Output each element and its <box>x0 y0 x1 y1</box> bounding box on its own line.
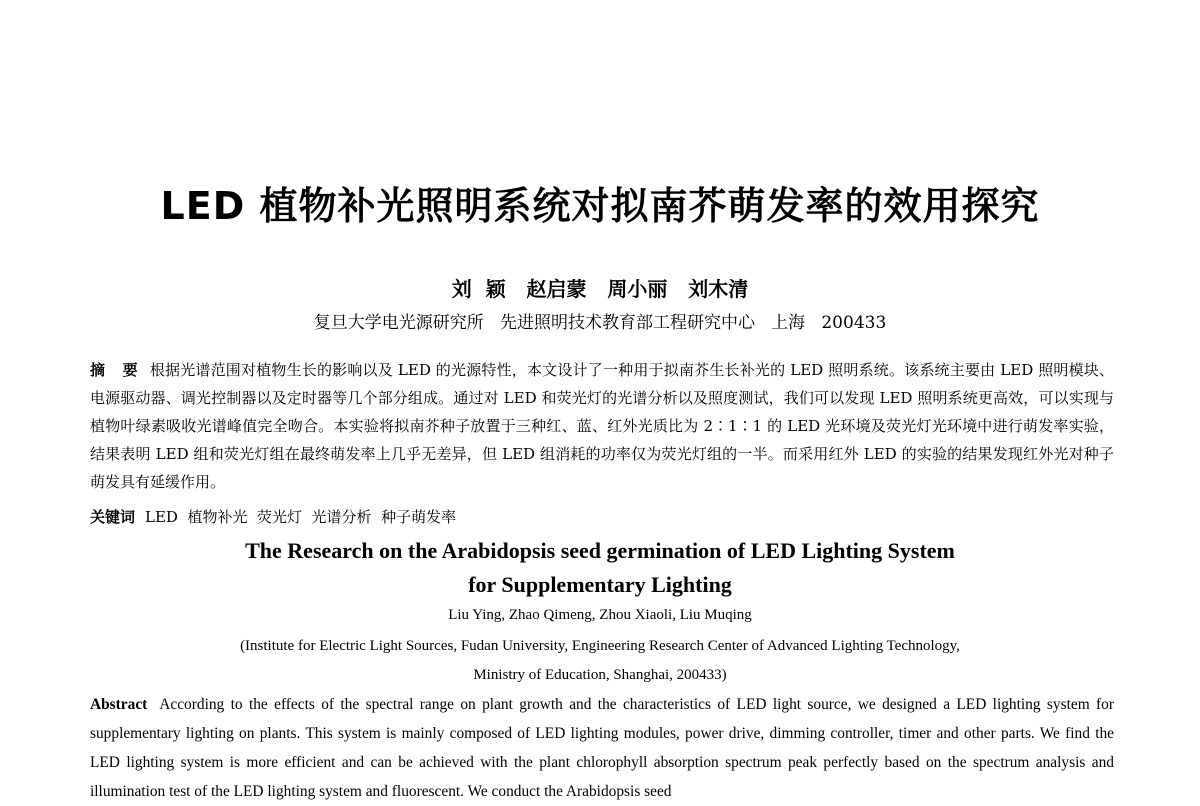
english-abstract <box>90 690 1114 806</box>
english-affiliation-line-2: Ministry of Education, Shanghai, 200433) <box>473 667 727 683</box>
english-abstract-label: Abstract <box>90 696 148 713</box>
chinese-keywords-label: 关键词 <box>90 508 136 526</box>
chinese-authors: 刘 颖 赵启蒙 周小丽 刘木清 <box>451 277 749 301</box>
english-abstract-text: According to the effects of the spectral range on plant growth and the characteristics of LED light source, we designed a LED lighting system for supplementary lighting on plants. This system is mainly composed of LED lighting modules, power drive, dimming controller, timer and other parts. We find the LED lighting system is more efficient and can be achieved with the plant chlorophyll absorption spectrum peak perfectly based on the spectrum analysis and illumination test of the LED lighting system and fluorescent. We conduct the Arabidopsis seed <box>90 696 1114 800</box>
english-title-line-2: for Supplementary Lighting <box>468 572 732 597</box>
chinese-affiliation: 复旦大学电光源研究所 先进照明技术教育部工程研究中心 上海 200433 <box>313 313 887 333</box>
chinese-keywords <box>90 503 1114 531</box>
chinese-keywords-text: LED 植物补光 荧光灯 光谱分析 种子萌发率 <box>145 508 457 526</box>
chinese-abstract-label: 摘 要 <box>90 361 144 379</box>
english-title-line-1: The Research on the Arabidopsis seed germination of LED Lighting System <box>245 538 955 563</box>
chinese-abstract-text: 根据光谱范围对植物生长的影响以及 LED 的光源特性，本文设计了一种用于拟南芥生长补光的 LED 照明系统。该系统主要由 LED 照明模块、电源驱动器、调光控制器以及定时器等几个部分组成。通过对 LED 和荧光灯的光谱分析以及照度测试，我们可以发现 LED 照明系统更高效，可以实现与植物叶绿素吸收光谱峰值完全吻合。本实验将拟南芥种子放置于三种红、蓝、红外光质比为 2∶1∶1 的 LED 光环境及荧光灯光环境中进行萌发率实验，结果表明 LED 组和荧光灯组在最终萌发率上几乎无差异，但 LED 组消耗的功率仅为荧光灯组的一半。而采用红外 LED 的实验的结果发现红外光对种子萌发具有延缓作用。 <box>90 361 1114 491</box>
chinese-abstract <box>90 356 1114 496</box>
english-affiliation-line-1: (Institute for Electric Light Sources, Fudan University, Engineering Research Center of Advanced Lighting Technology, <box>240 638 960 654</box>
chinese-title: LED 植物补光照明系统对拟南芥萌发率的效用探究 <box>160 184 1040 228</box>
english-authors: Liu Ying, Zhao Qimeng, Zhou Xiaoli, Liu Muqing <box>448 607 752 623</box>
